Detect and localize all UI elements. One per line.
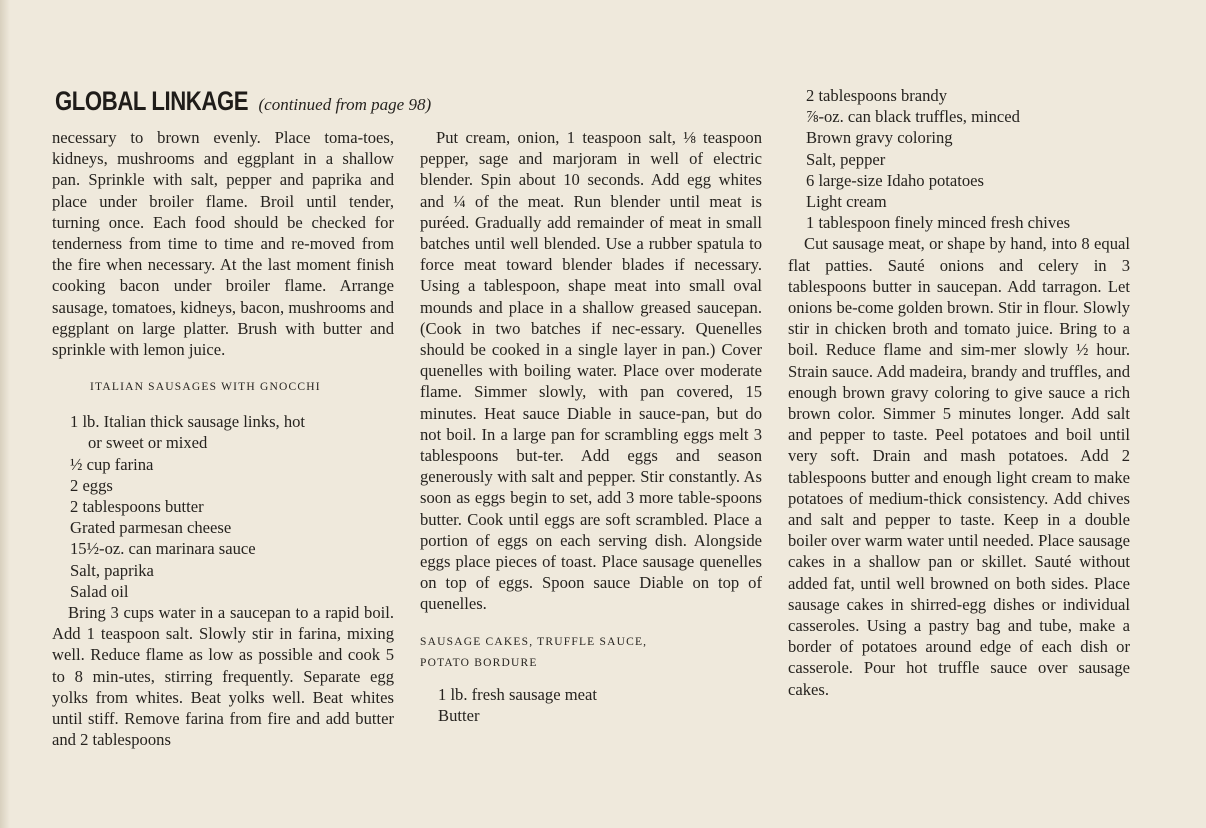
column-1 bbox=[52, 127, 394, 750]
ingredient: Salad oil bbox=[70, 581, 129, 601]
ingredient: Salt, pepper bbox=[806, 149, 886, 169]
ingredient: Butter bbox=[438, 705, 480, 725]
ingredient: Salt, paprika bbox=[70, 560, 154, 580]
section-title: GLOBAL LINKAGE bbox=[55, 86, 249, 116]
ingredient: Light cream bbox=[806, 192, 887, 212]
recipe-title: SAUSAGE CAKES, TRUFFLE SAUCE, bbox=[420, 635, 648, 648]
ingredient-list bbox=[788, 85, 1130, 233]
paragraph: Bring 3 cups water in a saucepan to a rapid boil. Add 1 teaspoon salt. Slowly stir in farina, mixing well. Reduce flame as low as possible and cook 5 to 8 min-utes, stirring frequently. Separate egg yolks from whites. Beat yolks well. Beat whites until stiff. Remove farina from fire and add butter and 2 tablespoons bbox=[52, 603, 394, 750]
ingredient: 1 lb. fresh sausage meat bbox=[438, 684, 597, 704]
ingredient: 6 large-size Idaho potatoes bbox=[806, 170, 985, 190]
page-header bbox=[55, 86, 431, 117]
continued-note: (continued from page 98) bbox=[258, 95, 432, 114]
ingredient-list bbox=[52, 411, 394, 602]
ingredient: or sweet or mixed bbox=[88, 433, 208, 453]
column-3 bbox=[788, 85, 1130, 700]
page-gutter-shadow bbox=[0, 0, 10, 828]
recipe-title-line-2: POTATO BORDURE bbox=[420, 656, 538, 669]
ingredient: ½ cup farina bbox=[70, 454, 154, 474]
ingredient-list bbox=[420, 684, 762, 726]
ingredient: 2 tablespoons butter bbox=[70, 497, 204, 517]
ingredient: 2 eggs bbox=[70, 475, 113, 495]
ingredient: Grated parmesan cheese bbox=[70, 518, 232, 538]
ingredient: 1 lb. Italian thick sausage links, hot bbox=[70, 412, 306, 432]
paragraph: Put cream, onion, 1 teaspoon salt, ⅛ teaspoon pepper, sage and marjoram in well of electric blender. Spin about 10 seconds. Add egg whites and ¼ of the meat. Run blender until meat is puréed. Gradually add remainder of meat in small batches until well blended. Use a rubber spatula to force meat toward blender blades if necessary. Using a tablespoon, shape meat into small oval mounds and place in a shallow greased saucepan. (Cook in two batches if nec-essary. Quenelles should be cooked in a single layer in pan.) Cover quenelles with boiling water. Place over moderate flame. Simmer slowly, with pan covered, 15 minutes. Heat sauce Diable in sauce-pan, but do not boil. In a large pan for scrambling eggs melt 3 tablespoons but-ter. Add eggs and season generously with salt and pepper. Stir constantly. As soon as eggs begin to set, add 3 more table-spoons butter. Cook until eggs are soft scrambled. Place a portion of eggs on each serving dish. Alongside eggs place pieces of toast. Place sausage quenelles on top of eggs. Spoon sauce Diable on top of quenelles. bbox=[420, 128, 762, 614]
ingredient: ⅞-oz. can black truffles, minced bbox=[806, 107, 1020, 127]
ingredient: Brown gravy coloring bbox=[806, 128, 953, 148]
ingredient: 1 tablespoon finely minced fresh chives bbox=[806, 213, 1071, 233]
ingredient: 15½-oz. can marinara sauce bbox=[70, 539, 256, 559]
column-2 bbox=[420, 127, 762, 726]
ingredient: 2 tablespoons brandy bbox=[806, 86, 948, 105]
paragraph: necessary to brown evenly. Place toma-toes, kidneys, mushrooms and eggplant in a shallow pan. Sprinkle with salt, pepper and paprika and place under broiler flame. Broil until tender, turning once. Each food should be checked for tenderness from time to time and re-moved from the fire when necessary. At the last moment finish cooking bacon under broiler flame. Arrange sausage, tomatoes, kidneys, bacon, mushrooms and eggplant on large platter. Brush with butter and sprinkle with lemon juice. bbox=[52, 128, 394, 360]
paragraph: Cut sausage meat, or shape by hand, into 8 equal flat patties. Sauté onions and celery in 3 tablespoons butter in saucepan. Add tarragon. Let onions be-come golden brown. Stir in flour. Slowly stir in chicken broth and tomato juice. Bring to a boil. Reduce flame and sim-mer slowly ½ hour. Strain sauce. Add madeira, brandy and truffles, and enough brown gravy coloring to give sauce a rich brown color. Simmer 5 minutes longer. Add salt and pepper to taste. Peel potatoes and boil until very soft. Drain and mash potatoes. Add 2 tablespoons butter and enough light cream to make potatoes of medium-thick consistency. Add chives and salt and pepper to taste. Keep in a double boiler over warm water until needed. Place sausage cakes in a shallow pan or skillet. Sauté without added fat, until well browned on both sides. Place sausage cakes in shirred-egg dishes or individual casseroles. Using a pastry bag and tube, make a border of potatoes around edge of each dish or casserole. Pour hot truffle sauce over sausage cakes. bbox=[788, 234, 1130, 699]
recipe-title: ITALIAN SAUSAGES WITH GNOCCHI bbox=[90, 381, 321, 394]
